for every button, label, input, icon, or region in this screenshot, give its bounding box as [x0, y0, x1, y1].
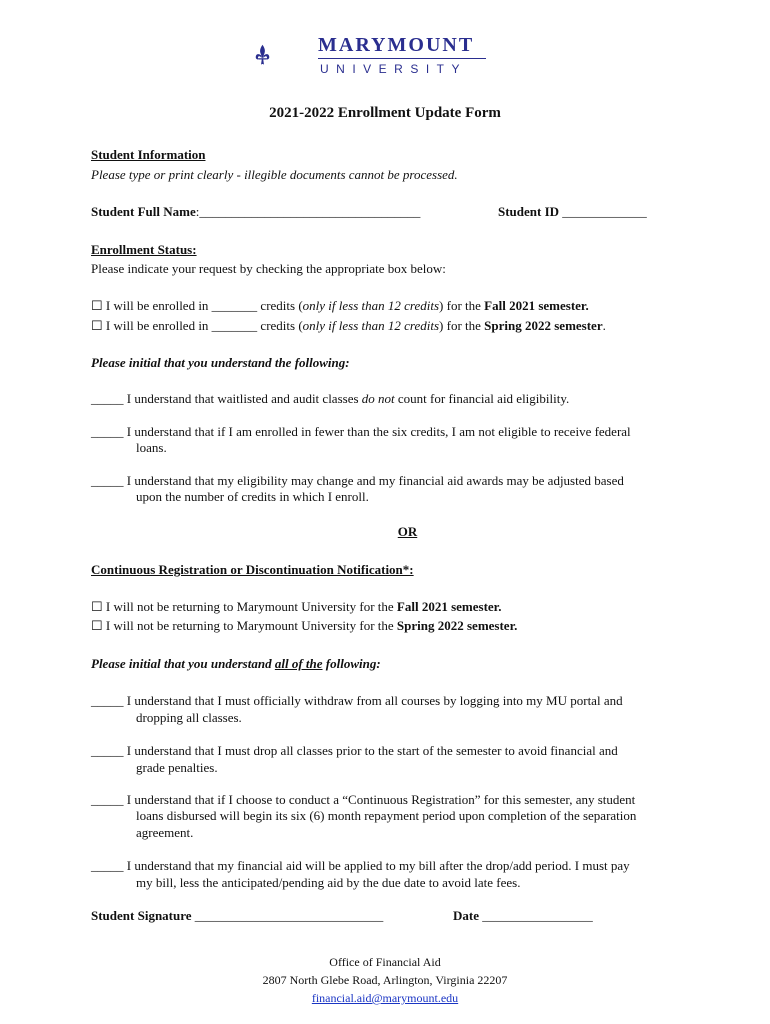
student-name-label: Student Full Name	[91, 204, 196, 219]
footer-email-link[interactable]: financial.aid@marymount.edu	[311, 991, 459, 1005]
acknowledgement-item: _____ I understand that I must drop all classes prior to the start of the semester to avoid financial and	[91, 743, 618, 758]
checkbox-icon[interactable]: ☐	[91, 298, 103, 313]
fleur-de-lis-icon	[255, 12, 315, 98]
footer-office: Office of Financial Aid	[329, 955, 441, 969]
acknowledgement-item-cont: grade penalties.	[136, 760, 218, 775]
acknowledgement-item: _____ I understand that I must officially withdraw from all courses by logging into my MU portal and	[91, 693, 623, 708]
initial-heading-1: Please initial that you understand the following:	[91, 355, 350, 370]
signature-label: Student Signature	[91, 908, 192, 923]
student-info-heading: Student Information	[91, 147, 206, 162]
student-id-field[interactable]	[498, 204, 647, 220]
student-name-field[interactable]	[91, 204, 420, 220]
acknowledgement-item: _____ I understand that my financial aid will be applied to my bill after the drop/add period. I must pay	[91, 858, 630, 873]
acknowledgement-item-cont: upon the number of credits in which I enroll.	[136, 489, 369, 504]
logo-wordmark-bottom: UNIVERSITY	[320, 62, 468, 76]
enrollment-status-heading: Enrollment Status:	[91, 242, 197, 257]
logo-divider	[318, 58, 486, 59]
form-title: 2021-2022 Enrollment Update Form	[269, 105, 501, 121]
acknowledgement-item: _____ I understand that if I choose to conduct a “Continuous Registration” for this semester, any student	[91, 792, 636, 807]
enroll-option-spring[interactable]: ☐ I will be enrolled in _______ credits (only if less than 12 credits) for the Spring 2022 semester.	[91, 318, 606, 333]
logo-wordmark-top: MARYMOUNT	[318, 34, 475, 56]
footer-address: 2807 North Glebe Road, Arlington, Virginia 22207	[262, 973, 508, 987]
date-label: Date	[453, 908, 479, 923]
acknowledgement-item-cont: dropping all classes.	[136, 710, 242, 725]
initial-heading-2: Please initial that you understand all of the following:	[91, 656, 381, 671]
or-divider: OR	[397, 524, 418, 539]
acknowledgement-item-cont: loans disbursed will begin its six (6) month repayment period upon completion of the separation	[136, 808, 637, 823]
student-id-blank[interactable]: _____________	[559, 204, 647, 219]
signature-field[interactable]	[91, 908, 383, 924]
acknowledgement-item-cont: my bill, less the anticipated/pending aid by the due date to avoid late fees.	[136, 875, 521, 890]
acknowledgement-item-cont: loans.	[136, 440, 167, 455]
enroll-option-fall[interactable]: ☐ I will be enrolled in _______ credits (only if less than 12 credits) for the Fall 2021 semester.	[91, 298, 589, 313]
enrollment-instructions: Please indicate your request by checking the appropriate box below:	[91, 261, 446, 276]
acknowledgement-item: _____ I understand that waitlisted and audit classes do not count for financial aid eligibility.	[91, 391, 570, 406]
acknowledgement-item: _____ I understand that if I am enrolled in fewer than the six credits, I am not eligible to receive federal	[91, 424, 631, 439]
student-id-label: Student ID	[498, 204, 560, 219]
date-field[interactable]	[453, 908, 593, 924]
not-returning-option-fall[interactable]: ☐ I will not be returning to Marymount University for the Fall 2021 semester.	[91, 599, 502, 614]
continuous-registration-heading: Continuous Registration or Discontinuation Notification*:	[91, 562, 414, 577]
acknowledgement-item: _____ I understand that my eligibility may change and my financial aid awards may be adjusted based	[91, 473, 624, 488]
date-blank[interactable]: _________________	[479, 908, 593, 923]
signature-blank[interactable]: _____________________________	[191, 908, 384, 923]
student-info-note: Please type or print clearly - illegible documents cannot be processed.	[91, 167, 458, 182]
acknowledgement-item-cont: agreement.	[136, 825, 194, 840]
student-name-blank[interactable]: :__________________________________	[195, 204, 421, 219]
checkbox-icon[interactable]: ☐	[91, 599, 103, 614]
not-returning-option-spring[interactable]: ☐ I will not be returning to Marymount University for the Spring 2022 semester.	[91, 618, 518, 633]
checkbox-icon[interactable]: ☐	[91, 618, 103, 633]
checkbox-icon[interactable]: ☐	[91, 318, 103, 333]
